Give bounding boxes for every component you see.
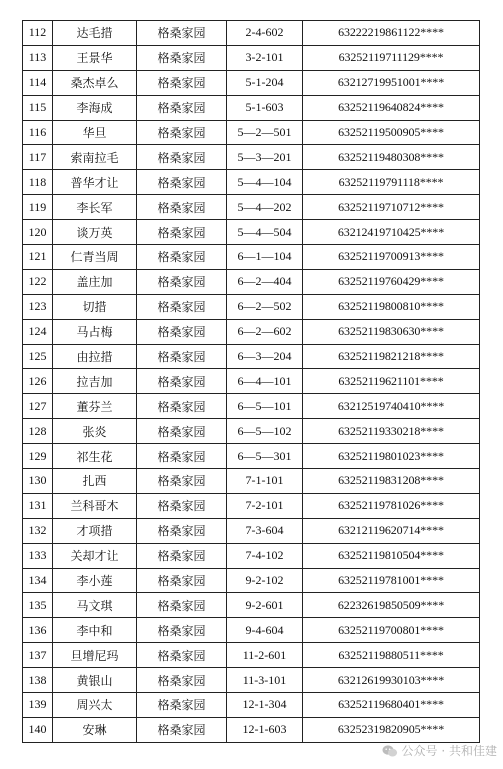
table-row <box>23 344 480 369</box>
unit-number: 7-1-101 <box>227 469 303 494</box>
resident-name: 李海成 <box>53 95 137 120</box>
id-number: 63252119700801**** <box>303 618 480 643</box>
table-row <box>23 95 480 120</box>
id-number: 63222219861122**** <box>303 21 480 46</box>
id-number: 63252119830630**** <box>303 319 480 344</box>
unit-number: 2-4-602 <box>227 21 303 46</box>
unit-number: 3-2-101 <box>227 45 303 70</box>
table-row <box>23 170 480 195</box>
resident-name: 祁生花 <box>53 444 137 469</box>
community-name: 格桑家园 <box>137 294 227 319</box>
row-number: 115 <box>23 95 53 120</box>
resident-name: 关却才让 <box>53 543 137 568</box>
resident-name: 谈万英 <box>53 220 137 245</box>
id-number: 63252119781026**** <box>303 493 480 518</box>
row-number: 131 <box>23 493 53 518</box>
id-number: 63252119330218**** <box>303 419 480 444</box>
table-row <box>23 120 480 145</box>
id-number: 63252119810504**** <box>303 543 480 568</box>
table-row <box>23 518 480 543</box>
id-number: 63252119710712**** <box>303 195 480 220</box>
resident-name: 由拉措 <box>53 344 137 369</box>
row-number: 130 <box>23 469 53 494</box>
id-number: 63252119480308**** <box>303 145 480 170</box>
unit-number: 11-2-601 <box>227 643 303 668</box>
resident-name: 李长军 <box>53 195 137 220</box>
row-number: 119 <box>23 195 53 220</box>
unit-number: 9-2-601 <box>227 593 303 618</box>
resident-name: 李中和 <box>53 618 137 643</box>
resident-name: 拉吉加 <box>53 369 137 394</box>
row-number: 123 <box>23 294 53 319</box>
table-row <box>23 593 480 618</box>
unit-number: 5—4—202 <box>227 195 303 220</box>
unit-number: 6—3—204 <box>227 344 303 369</box>
resident-name: 董芬兰 <box>53 394 137 419</box>
resident-name: 达毛措 <box>53 21 137 46</box>
watermark <box>382 742 497 759</box>
unit-number: 6—2—404 <box>227 269 303 294</box>
id-number: 63252119711129**** <box>303 45 480 70</box>
id-number: 63252119640824**** <box>303 95 480 120</box>
community-name: 格桑家园 <box>137 693 227 718</box>
resident-name: 华旦 <box>53 120 137 145</box>
row-number: 132 <box>23 518 53 543</box>
community-name: 格桑家园 <box>137 195 227 220</box>
unit-number: 12-1-603 <box>227 717 303 742</box>
unit-number: 11-3-101 <box>227 668 303 693</box>
table-row <box>23 21 480 46</box>
community-name: 格桑家园 <box>137 369 227 394</box>
unit-number: 5—4—504 <box>227 220 303 245</box>
community-name: 格桑家园 <box>137 469 227 494</box>
resident-name: 才项措 <box>53 518 137 543</box>
id-number: 63212119620714**** <box>303 518 480 543</box>
unit-number: 9-4-604 <box>227 618 303 643</box>
row-number: 137 <box>23 643 53 668</box>
id-number: 63252319820905**** <box>303 717 480 742</box>
community-name: 格桑家园 <box>137 45 227 70</box>
watermark-text: 公众号 · 共和佳建 <box>401 744 497 758</box>
table-row <box>23 568 480 593</box>
unit-number: 5—2—501 <box>227 120 303 145</box>
id-number: 63212419710425**** <box>303 220 480 245</box>
row-number: 125 <box>23 344 53 369</box>
row-number: 122 <box>23 269 53 294</box>
community-name: 格桑家园 <box>137 444 227 469</box>
id-number: 63252119801023**** <box>303 444 480 469</box>
row-number: 127 <box>23 394 53 419</box>
resident-name: 周兴太 <box>53 693 137 718</box>
unit-number: 5—3—201 <box>227 145 303 170</box>
id-number: 63252119821218**** <box>303 344 480 369</box>
table-row <box>23 195 480 220</box>
table-row <box>23 493 480 518</box>
resident-name: 黄银山 <box>53 668 137 693</box>
community-name: 格桑家园 <box>137 319 227 344</box>
resident-name: 仁青当周 <box>53 245 137 270</box>
resident-name: 扎西 <box>53 469 137 494</box>
roster-table <box>22 20 480 743</box>
resident-name: 王景华 <box>53 45 137 70</box>
row-number: 138 <box>23 668 53 693</box>
id-number: 63252119621101**** <box>303 369 480 394</box>
row-number: 133 <box>23 543 53 568</box>
row-number: 134 <box>23 568 53 593</box>
community-name: 格桑家园 <box>137 717 227 742</box>
table-row <box>23 643 480 668</box>
id-number: 63252119500905**** <box>303 120 480 145</box>
row-number: 128 <box>23 419 53 444</box>
community-name: 格桑家园 <box>137 70 227 95</box>
unit-number: 6—5—101 <box>227 394 303 419</box>
row-number: 124 <box>23 319 53 344</box>
community-name: 格桑家园 <box>137 21 227 46</box>
community-name: 格桑家园 <box>137 643 227 668</box>
id-number: 63252119831208**** <box>303 469 480 494</box>
unit-number: 6—1—104 <box>227 245 303 270</box>
table-row <box>23 220 480 245</box>
community-name: 格桑家园 <box>137 493 227 518</box>
table-row <box>23 145 480 170</box>
community-name: 格桑家园 <box>137 245 227 270</box>
community-name: 格桑家园 <box>137 220 227 245</box>
unit-number: 6—5—301 <box>227 444 303 469</box>
table-row <box>23 717 480 742</box>
community-name: 格桑家园 <box>137 394 227 419</box>
id-number: 63252119781001**** <box>303 568 480 593</box>
table-row <box>23 369 480 394</box>
table-row <box>23 668 480 693</box>
id-number: 63252119880511**** <box>303 643 480 668</box>
community-name: 格桑家园 <box>137 518 227 543</box>
unit-number: 7-3-604 <box>227 518 303 543</box>
row-number: 117 <box>23 145 53 170</box>
table-row <box>23 543 480 568</box>
community-name: 格桑家园 <box>137 170 227 195</box>
resident-name: 盖庄加 <box>53 269 137 294</box>
unit-number: 5-1-204 <box>227 70 303 95</box>
roster-body <box>23 21 480 743</box>
community-name: 格桑家园 <box>137 668 227 693</box>
table-row <box>23 319 480 344</box>
resident-name: 兰科哥木 <box>53 493 137 518</box>
table-row <box>23 245 480 270</box>
unit-number: 6—4—101 <box>227 369 303 394</box>
row-number: 112 <box>23 21 53 46</box>
row-number: 135 <box>23 593 53 618</box>
resident-name: 安琳 <box>53 717 137 742</box>
row-number: 140 <box>23 717 53 742</box>
id-number: 63252119800810**** <box>303 294 480 319</box>
table-row <box>23 444 480 469</box>
community-name: 格桑家园 <box>137 568 227 593</box>
row-number: 120 <box>23 220 53 245</box>
resident-name: 切措 <box>53 294 137 319</box>
unit-number: 5—4—104 <box>227 170 303 195</box>
row-number: 136 <box>23 618 53 643</box>
table-row <box>23 70 480 95</box>
resident-name: 马占梅 <box>53 319 137 344</box>
wechat-icon <box>382 744 398 758</box>
id-number: 63212519740410**** <box>303 394 480 419</box>
resident-name: 李小莲 <box>53 568 137 593</box>
community-name: 格桑家园 <box>137 269 227 294</box>
table-row <box>23 269 480 294</box>
row-number: 113 <box>23 45 53 70</box>
unit-number: 5-1-603 <box>227 95 303 120</box>
row-number: 114 <box>23 70 53 95</box>
community-name: 格桑家园 <box>137 618 227 643</box>
row-number: 139 <box>23 693 53 718</box>
community-name: 格桑家园 <box>137 120 227 145</box>
id-number: 63252119791118**** <box>303 170 480 195</box>
community-name: 格桑家园 <box>137 543 227 568</box>
id-number: 63252119680401**** <box>303 693 480 718</box>
row-number: 118 <box>23 170 53 195</box>
id-number: 63212619930103**** <box>303 668 480 693</box>
community-name: 格桑家园 <box>137 344 227 369</box>
unit-number: 9-2-102 <box>227 568 303 593</box>
id-number: 63212719951001**** <box>303 70 480 95</box>
table-row <box>23 45 480 70</box>
resident-name: 普华才让 <box>53 170 137 195</box>
table-row <box>23 469 480 494</box>
unit-number: 7-2-101 <box>227 493 303 518</box>
resident-name: 索南拉毛 <box>53 145 137 170</box>
resident-name: 马文琪 <box>53 593 137 618</box>
row-number: 116 <box>23 120 53 145</box>
id-number: 63252119700913**** <box>303 245 480 270</box>
community-name: 格桑家园 <box>137 593 227 618</box>
table-row <box>23 394 480 419</box>
resident-name: 桑杰卓么 <box>53 70 137 95</box>
community-name: 格桑家园 <box>137 419 227 444</box>
table-row <box>23 618 480 643</box>
unit-number: 6—2—602 <box>227 319 303 344</box>
row-number: 126 <box>23 369 53 394</box>
resident-name: 张炎 <box>53 419 137 444</box>
community-name: 格桑家园 <box>137 95 227 120</box>
unit-number: 12-1-304 <box>227 693 303 718</box>
resident-name: 旦增尼玛 <box>53 643 137 668</box>
table-row <box>23 294 480 319</box>
id-number: 62232619850509**** <box>303 593 480 618</box>
community-name: 格桑家园 <box>137 145 227 170</box>
unit-number: 6—2—502 <box>227 294 303 319</box>
table-row <box>23 693 480 718</box>
unit-number: 6—5—102 <box>227 419 303 444</box>
table-row <box>23 419 480 444</box>
id-number: 63252119760429**** <box>303 269 480 294</box>
unit-number: 7-4-102 <box>227 543 303 568</box>
row-number: 129 <box>23 444 53 469</box>
row-number: 121 <box>23 245 53 270</box>
